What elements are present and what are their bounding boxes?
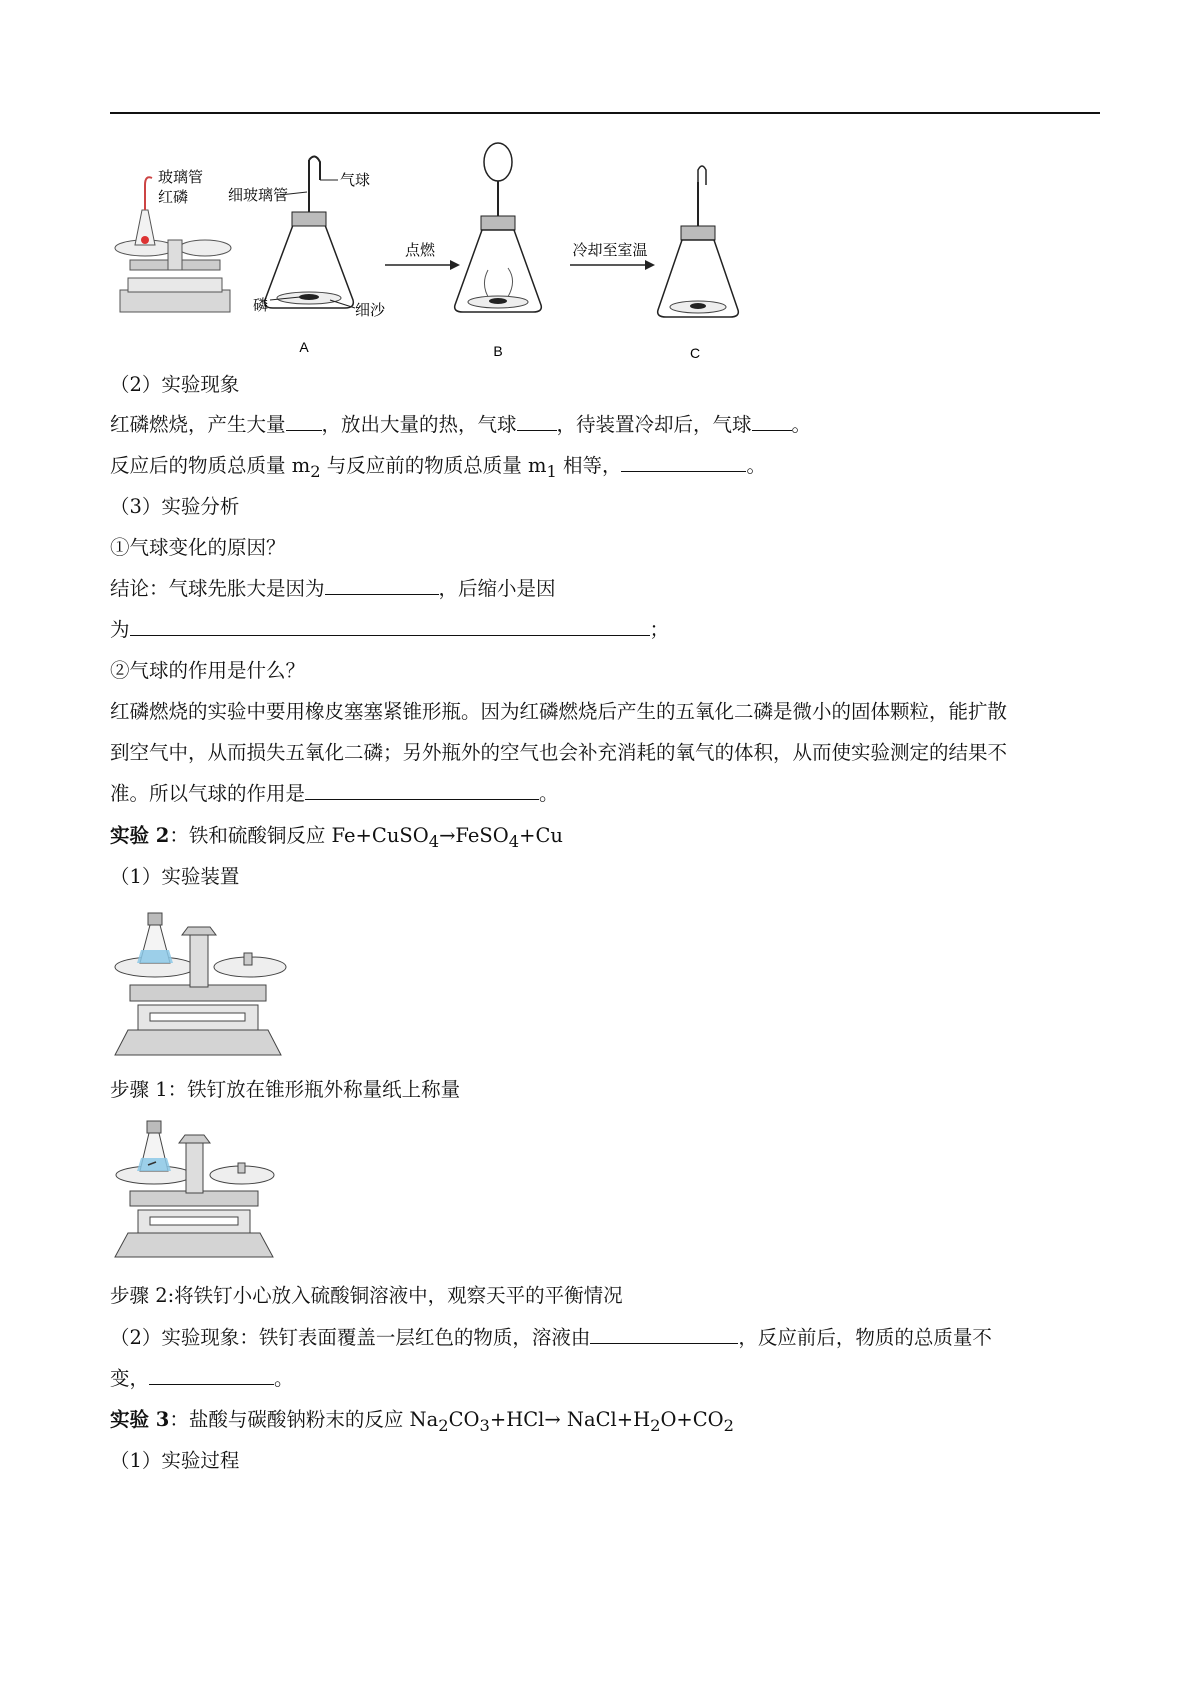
analysis-heading: （3）实验分析 bbox=[110, 495, 240, 518]
conclusion-line-2: 为 ； bbox=[110, 618, 670, 641]
setup-heading: （1）实验装置 bbox=[110, 865, 240, 888]
exp2-phenomenon-line-2: 变， 。 bbox=[110, 1367, 294, 1390]
step-1-text: 步骤 1：铁钉放在锥形瓶外称量纸上称量 bbox=[110, 1078, 461, 1101]
label-balloon: 气球 bbox=[340, 171, 371, 189]
exp2-phenomenon-line-1: （2）实验现象：铁钉表面覆盖一层红色的物质，溶液由 ，反应前后，物质的总质量不 bbox=[110, 1326, 992, 1349]
label-red-phosphorus: 红磷 bbox=[158, 188, 189, 206]
answer-blank[interactable] bbox=[517, 412, 557, 431]
caption-c: C bbox=[689, 345, 701, 360]
answer-blank[interactable] bbox=[286, 412, 322, 431]
phenomenon-line-1: 红磷燃烧，产生大量 ，放出大量的热，气球 ，待装置冷却后，气球 。 bbox=[110, 413, 812, 436]
process-heading: （1）实验过程 bbox=[110, 1449, 240, 1472]
paragraph-line-3: 准。所以气球的作用是 。 bbox=[110, 782, 559, 805]
answer-blank[interactable] bbox=[752, 412, 792, 431]
phenomenon-line-2: 反应后的物质总质量 $m_2$ 与反应前的物质总质量 $m_1$ 相等， 。 bbox=[110, 454, 766, 481]
balance-step2-figure bbox=[110, 1115, 280, 1265]
answer-blank[interactable] bbox=[305, 781, 539, 800]
flask-c-icon bbox=[658, 166, 739, 317]
answer-blank[interactable] bbox=[621, 453, 746, 472]
answer-blank[interactable] bbox=[590, 1325, 738, 1344]
paragraph-line-2: 到空气中，从而损失五氧化二磷；另外瓶外的空气也会补充消耗的氧气的体积，从而使实验测定的结果不 bbox=[110, 741, 1008, 764]
label-thin-tube: 细玻璃管 bbox=[228, 186, 289, 204]
answer-blank[interactable] bbox=[149, 1366, 274, 1385]
label-ignite: 点燃 bbox=[404, 241, 436, 259]
question-2: ②气球的作用是什么？ bbox=[110, 659, 306, 682]
answer-blank[interactable] bbox=[325, 576, 439, 595]
question-1: ①气球变化的原因？ bbox=[110, 536, 286, 559]
caption-a: A bbox=[299, 339, 309, 355]
experiment-2-title: 实验 2：铁和硫酸铜反应 Fe+CuSO$_4$→FeSO$_4$+Cu bbox=[110, 824, 563, 851]
experiment-3-title: 实验 3：盐酸与碳酸钠粉末的反应 $Na_2CO_3+HCl\to$ $NaCl+H_2O+CO_2$ bbox=[110, 1408, 735, 1435]
conclusion-line-1: 结论：气球先胀大是因为 ，后缩小是因 bbox=[110, 577, 556, 600]
caption-b: B bbox=[493, 343, 503, 359]
label-sand: 细沙 bbox=[355, 301, 386, 319]
flask-b-icon bbox=[455, 143, 542, 312]
balance-step1-figure bbox=[110, 905, 290, 1065]
label-cool: 冷却至室温 bbox=[572, 241, 648, 259]
phenomenon-heading: （2）实验现象 bbox=[110, 373, 240, 396]
paragraph-line-1: 红磷燃烧的实验中要用橡皮塞塞紧锥形瓶。因为红磷燃烧后产生的五氧化二磷是微小的固体颗粒，能扩散 bbox=[110, 700, 1008, 723]
step-2-text: 步骤 2:将铁钉小心放入硫酸铜溶液中，观察天平的平衡情况 bbox=[110, 1284, 623, 1307]
answer-blank[interactable] bbox=[130, 617, 650, 636]
label-phosphorus: 磷 bbox=[253, 296, 269, 314]
header-rule bbox=[110, 112, 1100, 114]
phosphorus-experiment-figure bbox=[110, 140, 800, 360]
label-glass-tube: 玻璃管 bbox=[158, 168, 204, 186]
